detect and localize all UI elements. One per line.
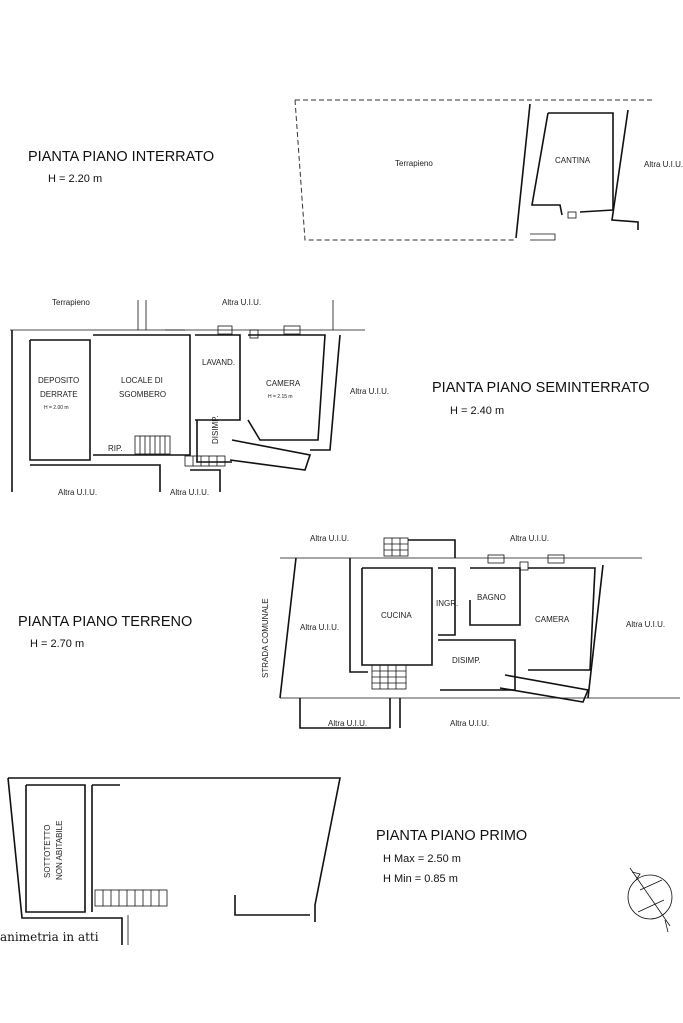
stairs-terreno-bottom: [372, 665, 406, 689]
title-seminterrato: PIANTA PIANO SEMINTERRATO: [432, 380, 650, 396]
height-terreno: H = 2.70 m: [30, 638, 85, 650]
strada-comunale-label: STRADA COMUNALE: [261, 598, 270, 678]
interrato-wall-b: [612, 110, 638, 230]
terreno-window-b: [548, 555, 564, 563]
height-seminterrato: H = 2.40 m: [450, 405, 505, 417]
altra-uiu-top-semi: Altra U.I.U.: [222, 298, 262, 307]
altra-uiu-bottom-left-terreno: Altra U.I.U.: [328, 719, 368, 728]
height-interrato: H = 2.20 m: [48, 173, 103, 185]
deposito-label-2: DERRATE: [40, 390, 78, 399]
sottotetto-label-2: NON ABITABILE: [55, 820, 64, 880]
primo-bottom-right: [235, 895, 310, 915]
semi-right-wall: [310, 335, 340, 450]
disimp-label-semi: DISIMP.: [211, 415, 220, 444]
title-primo: PIANTA PIANO PRIMO: [376, 828, 528, 844]
cantina-label: CANTINA: [555, 156, 591, 165]
height-min-primo: H Min = 0.85 m: [383, 873, 458, 885]
disimp-terreno: [438, 640, 515, 690]
terreno-left-edge: [280, 558, 296, 698]
interrato-pillar: [568, 212, 576, 218]
altra-uiu-right-terreno: Altra U.I.U.: [626, 620, 666, 629]
stairs-semi: [135, 436, 170, 454]
bagno-label: BAGNO: [477, 593, 506, 602]
stairs-primo: [95, 890, 167, 906]
plan-terreno: [261, 534, 680, 728]
altra-uiu-label-interrato: Altra U.I.U.: [644, 160, 683, 169]
plan-interrato: [295, 100, 683, 240]
lavand-room: [195, 335, 240, 420]
altra-uiu-right-semi: Altra U.I.U.: [350, 387, 390, 396]
terreno-right-edge: [588, 565, 603, 698]
semi-bottom-wedge: [230, 440, 310, 470]
terrapieno-label-interrato: Terrapieno: [395, 159, 433, 168]
semi-duct: [250, 330, 258, 338]
plan-seminterrato: [10, 298, 389, 497]
interrato-wall-a: [516, 104, 530, 238]
rip-label: RIP.: [108, 444, 123, 453]
terrapieno-label-semi: Terrapieno: [52, 298, 90, 307]
altra-uiu-bottom-mid-terreno: Altra U.I.U.: [450, 719, 490, 728]
stairs-terreno-top: [384, 538, 408, 556]
cucina-label: CUCINA: [381, 611, 412, 620]
sottotetto-label-1: SOTTOTETTO: [43, 824, 52, 878]
terreno-window-a: [488, 555, 504, 563]
height-max-primo: H Max = 2.50 m: [383, 853, 461, 865]
cantina-wall-bottom: [580, 210, 613, 212]
deposito-height: H = 2.00 m: [44, 405, 69, 411]
title-terreno: PIANTA PIANO TERRENO: [18, 614, 193, 630]
stairs-semi-bottom: [185, 456, 225, 466]
altra-uiu-bottom-left-semi: Altra U.I.U.: [58, 488, 98, 497]
ingr-label: INGR.: [436, 599, 459, 608]
camera-label-semi: CAMERA: [266, 379, 301, 388]
footer-caption: animetria in atti: [0, 930, 99, 944]
camera-label-terreno: CAMERA: [535, 615, 570, 624]
locale-label-1: LOCALE DI: [121, 376, 163, 385]
interrato-step: [530, 234, 555, 240]
disimp-label-terreno: DISIMP.: [452, 656, 481, 665]
deposito-room: [30, 340, 90, 460]
camera-height-semi: H = 2.15 m: [268, 394, 293, 400]
plan-primo: [8, 778, 340, 945]
altra-uiu-left-terreno: Altra U.I.U.: [300, 623, 340, 632]
terreno-stair-top-wall: [408, 540, 455, 558]
interrato-left-dash: [295, 100, 515, 240]
altra-uiu-top-left-terreno: Altra U.I.U.: [310, 534, 350, 543]
title-interrato: PIANTA PIANO INTERRATO: [28, 149, 215, 165]
altra-uiu-bottom-mid-semi: Altra U.I.U.: [170, 488, 210, 497]
primo-left: [8, 778, 122, 945]
locale-label-2: SGOMBERO: [119, 390, 167, 399]
terreno-duct: [520, 562, 528, 570]
lavand-label: LAVAND.: [202, 358, 236, 367]
north-arrow-icon: [628, 868, 672, 932]
deposito-label-1: DEPOSITO: [38, 376, 80, 385]
terreno-outer-left: [350, 558, 368, 672]
altra-uiu-top-right-terreno: Altra U.I.U.: [510, 534, 550, 543]
